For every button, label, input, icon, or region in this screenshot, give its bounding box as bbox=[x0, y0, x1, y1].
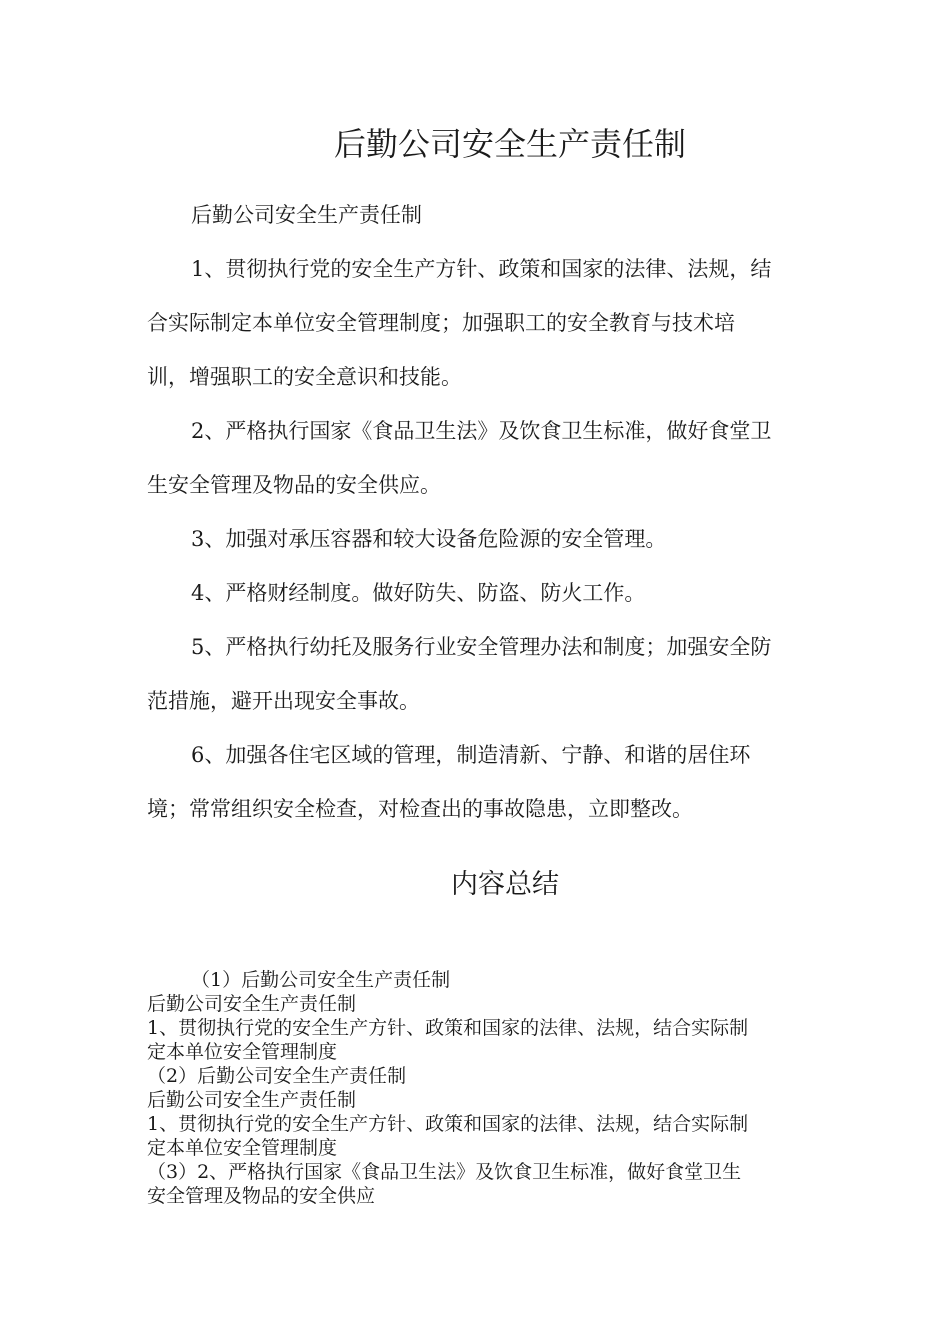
summary-line: （3）2、严格执行国家《食品卫生法》及饮食卫生标准，做好食堂卫生 bbox=[147, 1161, 742, 1183]
paragraph-6-line-2: 境；常常组织安全检查，对检查出的事故隐患，立即整改。 bbox=[147, 797, 693, 821]
paragraph-1-line-3: 训，增强职工的安全意识和技能。 bbox=[147, 365, 462, 389]
summary-line: 后勤公司安全生产责任制 bbox=[147, 1089, 357, 1111]
summary-section bbox=[147, 968, 812, 1208]
paragraph-1-line-1: 1、贯彻执行党的安全生产方针、政策和国家的法律、法规，结 bbox=[191, 257, 772, 281]
paragraph-5-line-2: 范措施，避开出现安全事故。 bbox=[147, 689, 420, 713]
paragraph-6-line-1: 6、加强各住宅区域的管理，制造清新、宁静、和谐的居住环 bbox=[191, 743, 751, 767]
summary-line: 定本单位安全管理制度 bbox=[147, 1041, 338, 1063]
paragraph-3-line-1: 3、加强对承压容器和较大设备危险源的安全管理。 bbox=[191, 527, 667, 551]
paragraph-5-line-1: 5、严格执行幼托及服务行业安全管理办法和制度；加强安全防 bbox=[191, 635, 772, 659]
summary-line: （1）后勤公司安全生产责任制 bbox=[191, 969, 451, 991]
document-body bbox=[147, 188, 812, 836]
paragraph-2-line-1: 2、严格执行国家《食品卫生法》及饮食卫生标准，做好食堂卫 bbox=[191, 419, 772, 443]
summary-line: 1、贯彻执行党的安全生产方针、政策和国家的法律、法规，结合实际制 bbox=[147, 1113, 749, 1135]
summary-line: （2）后勤公司安全生产责任制 bbox=[147, 1065, 407, 1087]
summary-line: 安全管理及物品的安全供应 bbox=[147, 1185, 376, 1207]
summary-line: 1、贯彻执行党的安全生产方针、政策和国家的法律、法规，结合实际制 bbox=[147, 1017, 749, 1039]
summary-heading: 内容总结 bbox=[451, 869, 559, 900]
paragraph-2-line-2: 生安全管理及物品的安全供应。 bbox=[147, 473, 441, 497]
document-title: 后勤公司安全生产责任制 bbox=[333, 125, 686, 163]
document-subtitle: 后勤公司安全生产责任制 bbox=[191, 203, 422, 227]
summary-line: 后勤公司安全生产责任制 bbox=[147, 993, 357, 1015]
paragraph-4-line-1: 4、严格财经制度。做好防失、防盗、防火工作。 bbox=[191, 581, 646, 605]
summary-line: 定本单位安全管理制度 bbox=[147, 1137, 338, 1159]
paragraph-1-line-2: 合实际制定本单位安全管理制度；加强职工的安全教育与技术培 bbox=[147, 311, 735, 335]
